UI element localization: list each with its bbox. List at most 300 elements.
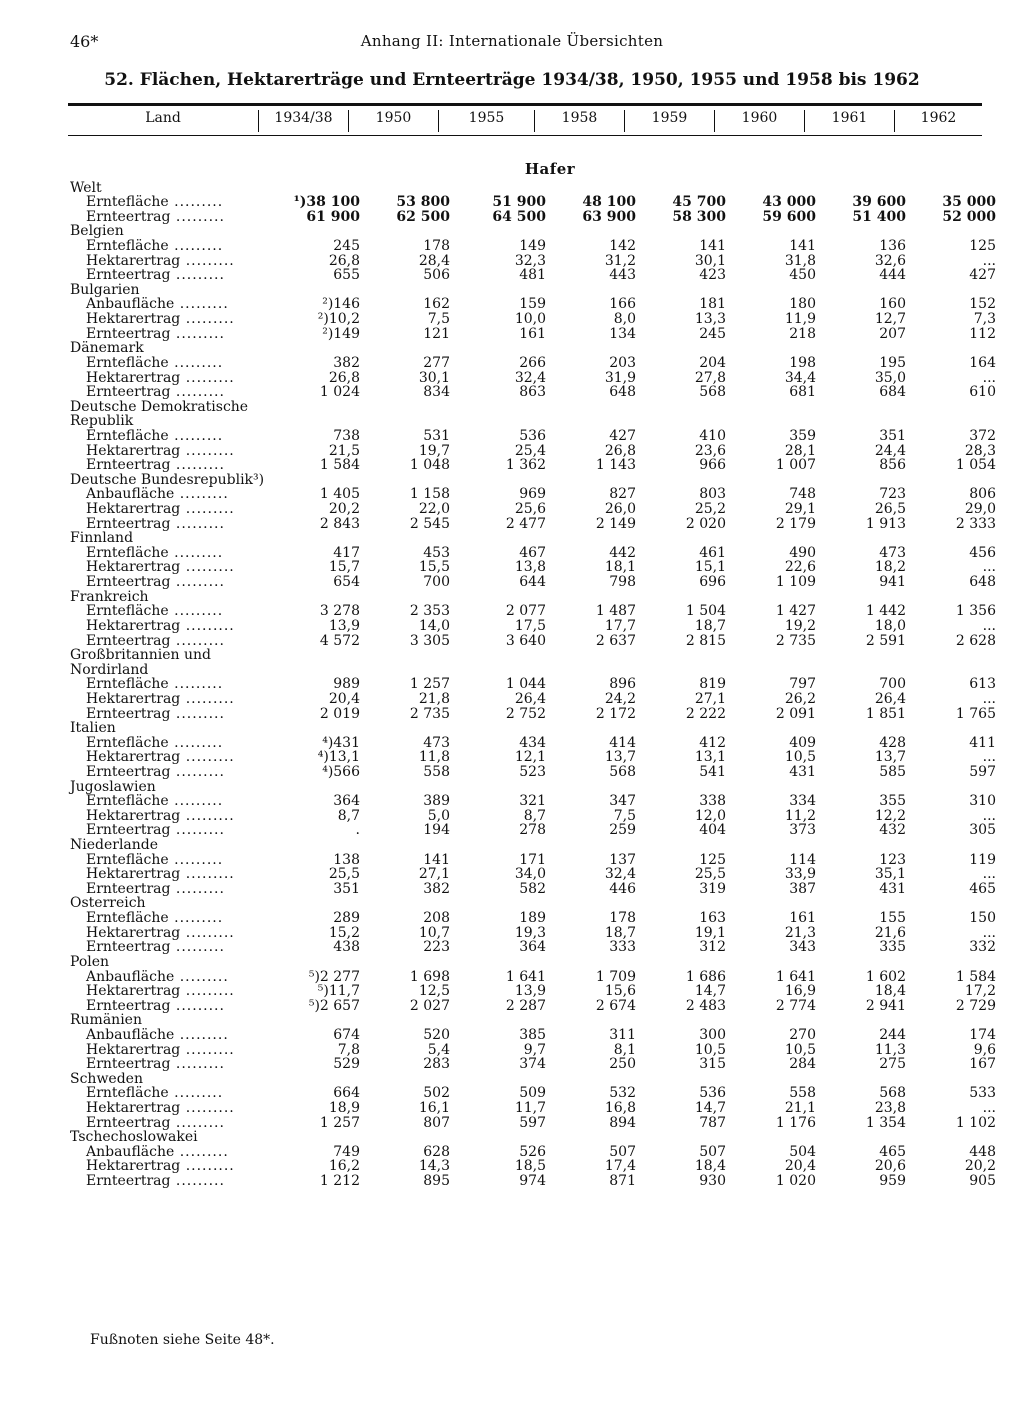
- table-cell: 610: [969, 384, 996, 401]
- table-cell: 310: [969, 793, 996, 810]
- table-cell: 481: [519, 267, 546, 284]
- table-cell: 20,4: [328, 690, 360, 707]
- row-label: Hektarertrag .........: [86, 866, 235, 882]
- table-cell: 33,9: [784, 866, 816, 883]
- table-cell: 863: [519, 384, 546, 401]
- table-cell: 655: [333, 267, 360, 284]
- table-cell: 245: [699, 325, 726, 342]
- row-label: Hektarertrag .........: [86, 1158, 235, 1174]
- table-row: [68, 1042, 996, 1057]
- row-label: Hektarertrag .........: [86, 1100, 235, 1115]
- country-heading-row: [68, 1013, 996, 1028]
- table-cell: 203: [609, 354, 636, 371]
- country-heading-row: [68, 414, 996, 429]
- table-cell: 321: [519, 793, 546, 810]
- table-row: [68, 1100, 996, 1115]
- leader-dots: .........: [174, 968, 229, 984]
- leader-dots: .........: [170, 516, 225, 531]
- table-cell: 2 545: [409, 515, 450, 532]
- table-cell: 18,2: [874, 559, 906, 576]
- table-cell: ...: [982, 369, 996, 386]
- table-cell: 2 752: [505, 705, 546, 722]
- table-row: [68, 385, 996, 400]
- table-cell: 125: [699, 851, 726, 868]
- table-cell: 1 048: [409, 457, 450, 474]
- table-row: [68, 1086, 996, 1101]
- table-cell: 13,7: [874, 749, 906, 766]
- table-cell: 681: [789, 384, 816, 401]
- table-cell: 531: [423, 427, 450, 444]
- table-cell: 2 735: [775, 632, 816, 649]
- leader-dots: .........: [180, 808, 235, 823]
- row-label: Erntefläche .........: [86, 355, 224, 370]
- table-cell: 16,8: [604, 1100, 636, 1116]
- table-cell: 2 674: [595, 997, 636, 1014]
- table-cell: 490: [789, 544, 816, 561]
- leader-dots: .........: [168, 603, 224, 619]
- country-name: Frankreich: [70, 589, 149, 604]
- table-cell: 61 900: [306, 208, 360, 225]
- country-heading-row: [68, 954, 996, 969]
- table-cell: 1 176: [775, 1114, 816, 1131]
- leader-dots: .........: [170, 384, 225, 400]
- table-cell: 208: [423, 910, 450, 927]
- table-cell: 1 044: [505, 676, 546, 693]
- country-name: Jugoslawien: [70, 778, 156, 794]
- country-heading-row: [68, 589, 996, 604]
- table-cell: 1 158: [409, 486, 450, 503]
- country-heading-row: [68, 896, 996, 911]
- table-cell: 1 602: [865, 968, 906, 985]
- table-cell: 2 477: [505, 515, 546, 532]
- table-cell: 1 257: [319, 1114, 360, 1131]
- table-cell: ⁵)11,7: [317, 983, 360, 1000]
- table-cell: 32,3: [514, 252, 546, 269]
- table-cell: 523: [519, 763, 546, 780]
- table-cell: 5,4: [427, 1041, 450, 1058]
- table-cell: 30,1: [418, 369, 450, 386]
- table-cell: ...: [982, 749, 996, 766]
- column-header-1955: 1955: [468, 110, 505, 126]
- table-cell: 43 000: [762, 194, 816, 211]
- table-cell: 1 442: [865, 603, 906, 620]
- table-cell: 1 405: [319, 486, 360, 503]
- table-row: [68, 823, 996, 838]
- table-cell: 442: [609, 544, 636, 561]
- table-cell: 17,5: [514, 617, 546, 634]
- table-cell: 558: [423, 763, 450, 780]
- table-cell: 155: [879, 910, 906, 927]
- table-cell: 807: [423, 1114, 450, 1131]
- table-cell: 450: [789, 267, 816, 284]
- table-row: [68, 326, 996, 341]
- table-row: [68, 209, 996, 224]
- table-row: [68, 574, 996, 589]
- table-cell: 1 698: [409, 968, 450, 985]
- row-label: Anbaufläche .........: [86, 296, 229, 312]
- table-cell: 2 019: [319, 705, 360, 722]
- table-cell: 461: [699, 544, 726, 561]
- table-cell: 17,2: [964, 983, 996, 1000]
- table-cell: 412: [699, 734, 726, 751]
- table-row: [68, 443, 996, 458]
- table-cell: ...: [982, 924, 996, 941]
- column-header-land: Land: [145, 110, 181, 126]
- table-cell: 19,7: [418, 442, 450, 459]
- table-cell: ²)146: [322, 296, 360, 313]
- table-cell: 502: [423, 1085, 450, 1102]
- leader-dots: .........: [168, 852, 224, 867]
- row-label: Ernteertrag .........: [86, 822, 225, 838]
- table-row: [68, 268, 996, 283]
- table-cell: 7,5: [613, 807, 636, 824]
- table-cell: 533: [969, 1085, 996, 1102]
- table-row: [68, 370, 996, 385]
- table-row: [68, 560, 996, 575]
- table-cell: 334: [789, 793, 816, 810]
- country-heading-row: [68, 341, 996, 356]
- table-cell: 684: [879, 384, 906, 401]
- row-label: Anbaufläche .........: [86, 1144, 229, 1159]
- table-cell: 506: [423, 267, 450, 284]
- table-cell: 372: [969, 427, 996, 444]
- table-cell: 536: [699, 1085, 726, 1102]
- table-cell: 1 102: [955, 1114, 996, 1131]
- table-cell: 507: [699, 1143, 726, 1160]
- table-cell: 1 427: [775, 603, 816, 620]
- table-cell: 121: [423, 325, 450, 342]
- table-cell: 597: [519, 1114, 546, 1131]
- table-row: [68, 735, 996, 750]
- table-cell: 2 077: [505, 603, 546, 620]
- table-cell: 507: [609, 1143, 636, 1160]
- leader-dots: .........: [168, 194, 224, 210]
- table-row: [68, 618, 996, 633]
- table-cell: 338: [699, 793, 726, 810]
- table-cell: 7,5: [427, 311, 450, 328]
- table-cell: 16,2: [328, 1158, 360, 1175]
- country-heading-row: [68, 662, 996, 677]
- table-cell: 749: [333, 1143, 360, 1160]
- table-cell: 797: [789, 676, 816, 693]
- table-cell: 1 584: [955, 968, 996, 985]
- leader-dots: .........: [170, 209, 225, 224]
- leader-dots: .........: [170, 632, 225, 648]
- table-cell: 18,5: [514, 1158, 546, 1175]
- leader-dots: .........: [168, 238, 224, 254]
- row-label: Hektarertrag .........: [86, 925, 235, 940]
- table-cell: 10,7: [418, 924, 450, 941]
- table-cell: 644: [519, 574, 546, 591]
- table-cell: 275: [879, 1056, 906, 1073]
- table-cell: .: [355, 822, 360, 839]
- table-cell: 26,0: [604, 501, 636, 518]
- table-cell: 19,1: [694, 924, 726, 941]
- table-cell: 541: [699, 763, 726, 780]
- table-cell: 13,1: [694, 749, 726, 766]
- row-label: Ernteertrag .........: [86, 209, 225, 224]
- table-cell: 24,2: [604, 690, 636, 707]
- data-table: [68, 180, 996, 1188]
- row-label: Ernteertrag .........: [86, 705, 225, 721]
- table-cell: 32,4: [604, 866, 636, 883]
- table-cell: 112: [969, 325, 996, 342]
- table-cell: 504: [789, 1143, 816, 1160]
- leader-dots: .........: [168, 428, 224, 443]
- table-cell: 11,3: [874, 1041, 906, 1058]
- table-cell: 123: [879, 851, 906, 868]
- table-cell: 25,5: [694, 866, 726, 883]
- table-cell: 13,8: [514, 559, 546, 576]
- country-name: Welt: [70, 180, 102, 195]
- table-cell: 23,6: [694, 442, 726, 459]
- table-cell: 373: [789, 822, 816, 839]
- table-cell: 427: [969, 267, 996, 284]
- table-cell: 207: [879, 325, 906, 342]
- table-cell: 8,7: [337, 807, 360, 824]
- table-cell: 26,5: [874, 501, 906, 518]
- table-cell: 382: [423, 880, 450, 897]
- table-cell: 244: [879, 1026, 906, 1043]
- table-row: [68, 925, 996, 940]
- row-label: Hektarertrag .........: [86, 618, 235, 633]
- table-row: [68, 1027, 996, 1042]
- table-cell: 434: [519, 734, 546, 751]
- table-cell: 1 362: [505, 457, 546, 474]
- table-cell: 536: [519, 427, 546, 444]
- leader-dots: .........: [174, 1144, 229, 1159]
- table-cell: 11,7: [514, 1100, 546, 1116]
- leader-dots: .........: [170, 998, 225, 1013]
- table-cell: 417: [333, 544, 360, 561]
- row-label: Ernteertrag .........: [86, 632, 225, 648]
- table-cell: 20,2: [328, 501, 360, 518]
- table-row: [68, 428, 996, 443]
- row-label: Hektarertrag .........: [86, 501, 235, 517]
- table-cell: 18,4: [694, 1158, 726, 1175]
- country-heading-row: [68, 1071, 996, 1086]
- row-label: Erntefläche .........: [86, 194, 224, 210]
- table-cell: 827: [609, 486, 636, 503]
- row-label: Hektarertrag .........: [86, 442, 235, 458]
- table-cell: 15,2: [328, 924, 360, 941]
- table-cell: 2 020: [685, 515, 726, 532]
- table-cell: 26,8: [328, 369, 360, 386]
- leader-dots: .........: [180, 618, 235, 633]
- leader-dots: .........: [170, 939, 225, 955]
- table-cell: 137: [609, 851, 636, 868]
- table-row: [68, 311, 996, 326]
- table-cell: 423: [699, 267, 726, 284]
- table-cell: 31,2: [604, 252, 636, 269]
- table-cell: 25,2: [694, 501, 726, 518]
- table-cell: 312: [699, 939, 726, 956]
- table-cell: 315: [699, 1056, 726, 1073]
- table-cell: 871: [609, 1173, 636, 1190]
- table-cell: 18,0: [874, 617, 906, 634]
- table-row: [68, 195, 996, 210]
- table-cell: 568: [699, 384, 726, 401]
- leader-dots: .........: [170, 457, 225, 473]
- table-cell: 374: [519, 1056, 546, 1073]
- table-cell: 1 109: [775, 574, 816, 591]
- row-label: Erntefläche .........: [86, 910, 224, 926]
- country-name: Italien: [70, 720, 116, 736]
- leader-dots: .........: [180, 253, 235, 268]
- table-row: [68, 297, 996, 312]
- table-cell: 245: [333, 238, 360, 255]
- table-cell: 806: [969, 486, 996, 503]
- row-label: Ernteertrag .........: [86, 384, 225, 400]
- table-cell: 941: [879, 574, 906, 591]
- table-cell: 283: [423, 1056, 450, 1073]
- table-cell: 2 172: [595, 705, 636, 722]
- table-cell: 332: [969, 939, 996, 956]
- table-cell: 27,1: [694, 690, 726, 707]
- table-cell: 180: [789, 296, 816, 313]
- table-cell: 189: [519, 910, 546, 927]
- table-cell: 25,5: [328, 866, 360, 883]
- table-cell: 10,5: [784, 1041, 816, 1058]
- table-cell: 18,7: [604, 924, 636, 941]
- row-label: Ernteertrag .........: [86, 326, 225, 341]
- table-cell: 64 500: [492, 208, 546, 225]
- table-cell: 2 941: [865, 997, 906, 1014]
- column-header-1961: 1961: [831, 110, 868, 126]
- table-cell: ...: [982, 866, 996, 883]
- table-cell: 59 600: [762, 208, 816, 225]
- table-cell: 2 729: [955, 997, 996, 1014]
- table-cell: 16,9: [784, 983, 816, 1000]
- row-label: Ernteertrag .........: [86, 267, 225, 283]
- table-cell: 27,8: [694, 369, 726, 386]
- table-cell: 34,0: [514, 866, 546, 883]
- table-cell: 114: [789, 851, 816, 868]
- table-cell: 1 143: [595, 457, 636, 474]
- table-cell: 28,1: [784, 442, 816, 459]
- table-cell: 465: [879, 1143, 906, 1160]
- country-name: Belgien: [70, 223, 124, 239]
- country-heading-row: [68, 837, 996, 852]
- table-cell: 428: [879, 734, 906, 751]
- table-cell: 431: [789, 763, 816, 780]
- table-cell: 8,0: [613, 311, 636, 328]
- row-label: Ernteertrag .........: [86, 1115, 225, 1130]
- table-cell: ²)10,2: [317, 311, 360, 328]
- row-label: Erntefläche .........: [86, 735, 224, 750]
- table-cell: 664: [333, 1085, 360, 1102]
- table-cell: 1 487: [595, 603, 636, 620]
- table-cell: 969: [519, 486, 546, 503]
- table-cell: 648: [609, 384, 636, 401]
- country-name: Bulgarien: [70, 282, 140, 297]
- table-cell: ...: [982, 617, 996, 634]
- table-cell: ²)149: [322, 325, 360, 342]
- table-cell: 39 600: [852, 194, 906, 211]
- country-name: Tschechoslowakei: [70, 1129, 198, 1145]
- row-label: Anbaufläche .........: [86, 968, 229, 984]
- table-cell: 432: [879, 822, 906, 839]
- row-label: Ernteertrag .........: [86, 1173, 225, 1189]
- table-cell: 194: [423, 822, 450, 839]
- table-cell: 23,8: [874, 1100, 906, 1116]
- leader-dots: .........: [170, 267, 225, 283]
- table-cell: 259: [609, 822, 636, 839]
- footnote: Fußnoten siehe Seite 48*.: [90, 1332, 275, 1348]
- country-heading-row: [68, 282, 996, 297]
- table-cell: 1 054: [955, 457, 996, 474]
- row-label: Anbaufläche .........: [86, 486, 229, 502]
- leader-dots: .........: [168, 1085, 224, 1101]
- leader-dots: .........: [180, 559, 235, 575]
- table-cell: 174: [969, 1026, 996, 1043]
- table-row: [68, 458, 996, 473]
- leader-dots: .........: [170, 822, 225, 838]
- table-row: [68, 355, 996, 370]
- table-cell: 20,4: [784, 1158, 816, 1175]
- row-label: Hektarertrag .........: [86, 691, 235, 706]
- table-cell: 26,4: [514, 690, 546, 707]
- table-cell: 2 179: [775, 515, 816, 532]
- table-cell: 58 300: [672, 208, 726, 225]
- table-row: [68, 238, 996, 253]
- table-cell: 142: [609, 238, 636, 255]
- table-cell: 700: [423, 574, 450, 591]
- table-cell: 8,7: [523, 807, 546, 824]
- table-row: [68, 1057, 996, 1072]
- column-header-1962: 1962: [920, 110, 957, 126]
- leader-dots: .........: [168, 355, 224, 370]
- table-cell: 11,9: [784, 311, 816, 328]
- table-cell: 532: [609, 1085, 636, 1102]
- table-cell: 12,0: [694, 807, 726, 824]
- table-row: [68, 910, 996, 925]
- table-cell: 14,7: [694, 1100, 726, 1116]
- leader-dots: .........: [180, 1100, 235, 1115]
- table-cell: 134: [609, 325, 636, 342]
- leader-dots: .........: [170, 705, 225, 721]
- country-name: Niederlande: [70, 837, 159, 853]
- table-row: [68, 1144, 996, 1159]
- row-label: Ernteertrag .........: [86, 764, 225, 779]
- leader-dots: .........: [170, 764, 225, 779]
- leader-dots: .........: [170, 1173, 225, 1189]
- leader-dots: .........: [168, 735, 224, 750]
- table-cell: 11,8: [418, 749, 450, 766]
- table-row: [68, 984, 996, 999]
- table-cell: 12,2: [874, 807, 906, 824]
- table-cell: 62 500: [396, 208, 450, 225]
- table-cell: 250: [609, 1056, 636, 1073]
- country-name: Deutsche Bundesrepublik³): [70, 472, 265, 487]
- table-cell: 14,3: [418, 1158, 450, 1175]
- table-cell: 446: [609, 880, 636, 897]
- table-cell: 152: [969, 296, 996, 313]
- table-cell: 351: [879, 427, 906, 444]
- table-cell: 12,5: [418, 983, 450, 1000]
- table-cell: 438: [333, 939, 360, 956]
- table-cell: 22,0: [418, 501, 450, 518]
- table-cell: 305: [969, 822, 996, 839]
- table-cell: 1 641: [505, 968, 546, 985]
- table-cell: 17,7: [604, 617, 636, 634]
- row-label: Erntefläche .........: [86, 793, 224, 809]
- table-cell: 18,7: [694, 617, 726, 634]
- table-cell: 160: [879, 296, 906, 313]
- leader-dots: .........: [168, 545, 224, 560]
- table-cell: 17,4: [604, 1158, 636, 1175]
- page-number: 46*: [70, 32, 99, 51]
